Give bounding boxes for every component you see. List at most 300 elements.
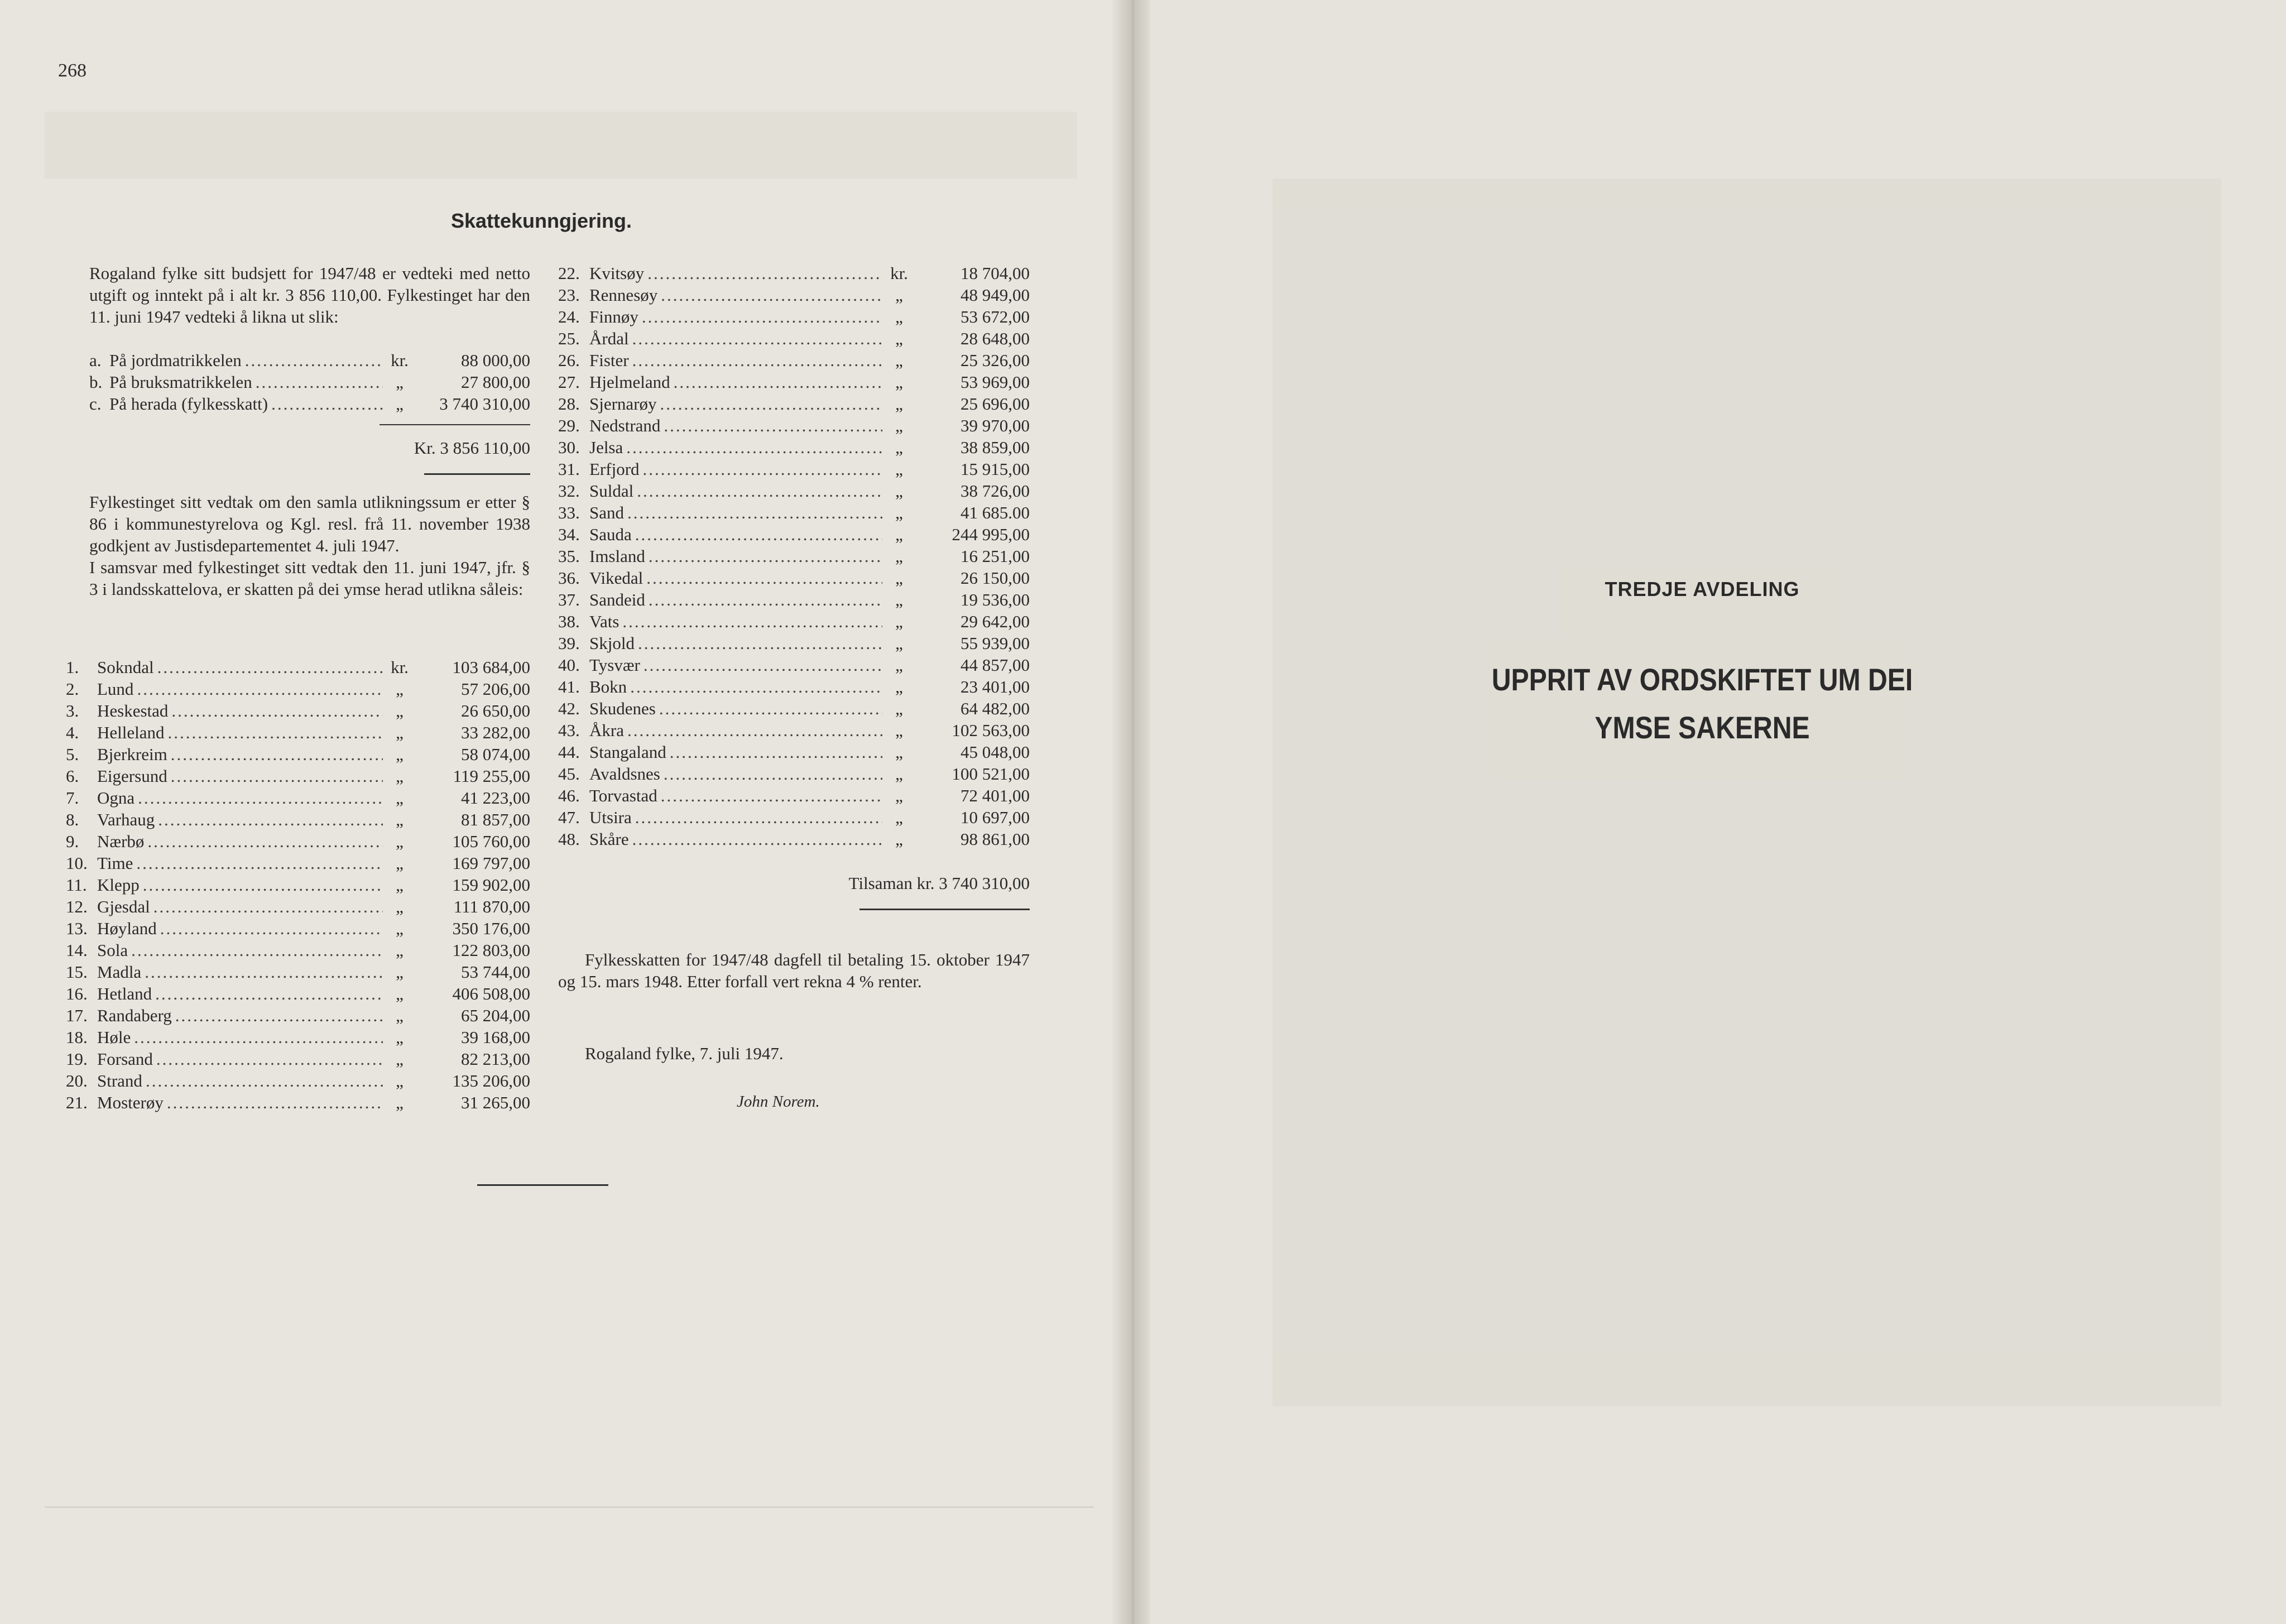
leader-dots <box>156 1048 383 1070</box>
tax-amount: 38 726,00 <box>960 481 1030 501</box>
municipality-number: 33. <box>558 503 580 522</box>
allocation-name: På bruksmatrikkelen <box>109 372 252 392</box>
tax-amount: 119 255,00 <box>453 766 530 786</box>
municipality-row <box>558 545 1030 567</box>
tax-amount: 48 949,00 <box>960 285 1030 305</box>
tax-amount: 81 857,00 <box>461 810 530 829</box>
municipality-number: 47. <box>558 808 580 827</box>
leader-dots <box>271 393 383 415</box>
currency-mark: „ <box>895 350 903 370</box>
tax-amount: 33 282,00 <box>461 723 530 742</box>
municipality-row <box>66 961 530 983</box>
currency-mark: „ <box>396 832 404 851</box>
municipality-number: 7. <box>66 788 79 808</box>
tax-amount: 29 642,00 <box>960 612 1030 631</box>
tax-amount: 111 870,00 <box>453 897 530 916</box>
municipality-name: Skjold <box>589 633 635 653</box>
heading-line-1: UPPRIT AV ORDSKIFTET UM DEI <box>1491 662 1913 697</box>
municipality-name: Bokn <box>589 677 627 696</box>
municipality-name: Sokndal <box>97 657 154 677</box>
municipality-name: Mosterøy <box>97 1093 164 1112</box>
currency-mark: „ <box>895 786 903 805</box>
currency-mark: „ <box>895 612 903 631</box>
currency-mark: „ <box>895 568 903 588</box>
currency-mark: kr. <box>890 263 908 283</box>
municipality-name: Skåre <box>589 829 629 849</box>
grand-total-rule <box>859 909 1030 910</box>
municipality-row <box>558 393 1030 415</box>
municipality-row <box>558 436 1030 458</box>
municipality-list-right <box>558 262 1030 850</box>
tax-amount: 53 969,00 <box>960 372 1030 392</box>
municipality-number: 32. <box>558 481 580 501</box>
leader-dots <box>137 678 383 700</box>
leader-dots <box>632 328 882 349</box>
municipality-name: Sand <box>589 503 624 522</box>
currency-mark: „ <box>396 744 404 764</box>
currency-mark: „ <box>396 875 404 895</box>
currency-mark: „ <box>895 438 903 457</box>
tax-amount: 23 401,00 <box>960 677 1030 696</box>
currency-mark: „ <box>895 285 903 305</box>
leader-dots <box>659 698 882 719</box>
municipality-name: Suldal <box>589 481 634 501</box>
tax-amount: 100 521,00 <box>952 764 1030 784</box>
allocation-currency: „ <box>396 394 404 414</box>
municipality-number: 39. <box>558 633 580 653</box>
municipality-name: Sola <box>97 940 128 960</box>
leader-dots <box>635 523 882 545</box>
allocation-currency: „ <box>396 372 404 392</box>
currency-mark: „ <box>895 720 903 740</box>
show-through-texture <box>45 112 1077 179</box>
municipality-number: 1. <box>66 657 79 677</box>
municipality-number: 34. <box>558 525 580 544</box>
municipality-name: Gjesdal <box>97 897 150 916</box>
municipality-number: 40. <box>558 655 580 675</box>
currency-mark: „ <box>895 394 903 414</box>
municipality-row <box>66 765 530 787</box>
municipality-number: 16. <box>66 984 88 1003</box>
tax-amount: 39 970,00 <box>960 416 1030 435</box>
municipality-name: Rennesøy <box>589 285 658 305</box>
municipality-number: 21. <box>66 1093 88 1112</box>
tax-amount: 135 206,00 <box>452 1071 530 1090</box>
allocation-letter: b. <box>89 372 103 392</box>
tax-amount: 28 648,00 <box>960 329 1030 348</box>
allocation-row <box>89 349 530 371</box>
leader-dots <box>649 589 882 611</box>
allocation-letter: c. <box>89 394 102 414</box>
allocation-amount: 27 800,00 <box>461 372 530 392</box>
currency-mark: „ <box>396 701 404 720</box>
municipality-number: 25. <box>558 329 580 348</box>
leader-dots <box>632 828 882 850</box>
municipality-number: 36. <box>558 568 580 588</box>
currency-mark: „ <box>895 329 903 348</box>
municipality-name: Time <box>97 853 133 873</box>
tax-amount: 44 857,00 <box>960 655 1030 675</box>
leader-dots <box>664 763 882 785</box>
currency-mark: „ <box>396 1006 404 1025</box>
leader-dots <box>168 722 383 743</box>
municipality-row <box>558 284 1030 306</box>
municipality-number: 6. <box>66 766 79 786</box>
leader-dots <box>661 284 882 306</box>
tax-amount: 25 696,00 <box>960 394 1030 414</box>
tax-amount: 82 213,00 <box>461 1049 530 1069</box>
leader-dots <box>674 371 882 393</box>
municipality-number: 22. <box>558 263 580 283</box>
leader-dots <box>160 917 383 939</box>
sum-rule <box>380 424 530 425</box>
tax-amount: 41 685.00 <box>960 503 1030 522</box>
municipality-number: 43. <box>558 720 580 740</box>
tax-amount: 39 168,00 <box>461 1027 530 1047</box>
municipality-row <box>558 698 1030 719</box>
tax-amount: 55 939,00 <box>960 633 1030 653</box>
allocation-name: På jordmatrikkelen <box>109 350 242 370</box>
currency-mark: „ <box>396 810 404 829</box>
municipality-number: 5. <box>66 744 79 764</box>
leader-dots <box>134 1026 383 1048</box>
dateline: Rogaland fylke, 7. juli 1947. <box>585 1044 784 1063</box>
currency-mark: „ <box>396 853 404 873</box>
currency-mark: „ <box>396 940 404 960</box>
municipality-row <box>558 806 1030 828</box>
leader-dots <box>637 480 882 502</box>
municipality-number: 19. <box>66 1049 88 1069</box>
municipality-row <box>558 719 1030 741</box>
municipality-name: Hjelmeland <box>589 372 670 392</box>
book-gutter <box>1111 0 1155 1624</box>
municipality-row <box>558 328 1030 349</box>
municipality-name: Torvastad <box>589 786 657 805</box>
municipality-row <box>558 785 1030 806</box>
leader-dots <box>145 961 383 983</box>
municipality-number: 15. <box>66 962 88 982</box>
leader-dots <box>643 458 882 480</box>
legal-paragraphs <box>89 491 530 600</box>
municipality-name: Finnøy <box>589 307 638 326</box>
payment-note: Fylkesskatten for 1947/48 dagfell til betaling 15. oktober 1947 og 15. mars 1948. Etter forfall vert rekna 4 % renter. <box>558 950 1030 991</box>
municipality-name: Lund <box>97 679 134 699</box>
currency-mark: „ <box>396 766 404 786</box>
tax-amount: 72 401,00 <box>960 786 1030 805</box>
allocation-row <box>89 393 530 415</box>
municipality-row <box>66 852 530 874</box>
allocation-letter: a. <box>89 350 102 370</box>
municipality-row <box>66 896 530 917</box>
municipality-name: Sauda <box>589 525 632 544</box>
tax-amount: 102 563,00 <box>952 720 1030 740</box>
municipality-number: 29. <box>558 416 580 435</box>
currency-mark: „ <box>895 459 903 479</box>
leader-dots <box>138 787 383 809</box>
approval-paragraph: Fylkestinget sitt vedtak om den samla utlikningssum er etter § 86 i kommunestyrelova og Kgl. resl. frå 11. november 1938 godkjent av Justisdepartementet 4. juli 1947. <box>89 492 530 555</box>
municipality-name: Sjernarøy <box>589 394 657 414</box>
currency-mark: „ <box>396 919 404 938</box>
tax-amount: 18 704,00 <box>960 263 1030 283</box>
tax-amount: 10 697,00 <box>960 808 1030 827</box>
municipality-name: Eigersund <box>97 766 167 786</box>
leader-dots <box>632 349 882 371</box>
municipality-row <box>66 722 530 743</box>
leader-dots <box>622 611 882 632</box>
tax-amount: 25 326,00 <box>960 350 1030 370</box>
municipality-row <box>66 830 530 852</box>
municipality-row <box>66 1026 530 1048</box>
tax-amount: 19 536,00 <box>960 590 1030 609</box>
tax-amount: 159 902,00 <box>452 875 530 895</box>
municipality-row <box>66 700 530 722</box>
municipality-row <box>66 678 530 700</box>
leader-dots <box>245 349 383 371</box>
leader-dots <box>143 874 383 896</box>
currency-mark: „ <box>396 679 404 699</box>
municipality-row <box>558 632 1030 654</box>
municipality-name: Stangaland <box>589 742 666 762</box>
leader-dots <box>147 830 383 852</box>
municipality-name: Vikedal <box>589 568 643 588</box>
show-through-texture <box>1272 179 2221 1406</box>
municipality-number: 35. <box>558 546 580 566</box>
municipality-number: 38. <box>558 612 580 631</box>
municipality-name: Kvitsøy <box>589 263 645 283</box>
municipality-row <box>558 567 1030 589</box>
municipality-row <box>66 917 530 939</box>
tax-amount: 244 995,00 <box>952 525 1030 544</box>
leader-dots <box>136 852 383 874</box>
allocation-amount: 88 000,00 <box>461 350 530 370</box>
leader-dots <box>670 741 882 763</box>
currency-mark: „ <box>895 764 903 784</box>
municipality-row <box>558 480 1030 502</box>
currency-mark: „ <box>396 1027 404 1047</box>
grand-total: Tilsaman kr. 3 740 310,00 <box>848 873 1030 893</box>
distribution-paragraph: I samsvar med fylkestinget sitt vedtak den 11. juni 1947, jfr. § 3 i landsskattelova, er skatten på dei ymse herad utlikna såleis: <box>89 558 530 599</box>
municipality-number: 11. <box>66 875 87 895</box>
tax-amount: 57 206,00 <box>461 679 530 699</box>
municipality-number: 14. <box>66 940 88 960</box>
currency-mark: „ <box>396 897 404 916</box>
leader-dots <box>131 939 383 961</box>
currency-mark: „ <box>895 416 903 435</box>
leader-dots <box>643 654 882 676</box>
municipality-number: 31. <box>558 459 580 479</box>
municipality-row <box>66 787 530 809</box>
leader-dots <box>642 306 882 328</box>
allocation-list <box>89 349 530 415</box>
left-page <box>0 0 1127 1624</box>
currency-mark: „ <box>895 699 903 718</box>
municipality-number: 9. <box>66 832 79 851</box>
intro-paragraph <box>89 262 530 328</box>
tax-amount: 406 508,00 <box>452 984 530 1003</box>
municipality-name: Fister <box>589 350 629 370</box>
municipality-number: 23. <box>558 285 580 305</box>
municipality-number: 10. <box>66 853 88 873</box>
municipality-number: 26. <box>558 350 580 370</box>
tax-amount: 26 150,00 <box>960 568 1030 588</box>
currency-mark: „ <box>396 1071 404 1090</box>
municipality-name: Høle <box>97 1027 131 1047</box>
tax-amount: 53 672,00 <box>960 307 1030 326</box>
tax-amount: 53 744,00 <box>461 962 530 982</box>
municipality-row <box>66 656 530 678</box>
municipality-name: Årdal <box>589 329 629 348</box>
leader-dots <box>157 656 383 678</box>
municipality-number: 42. <box>558 699 580 718</box>
municipality-name: Randaberg <box>97 1006 172 1025</box>
leader-dots <box>664 415 882 436</box>
tax-amount: 15 915,00 <box>960 459 1030 479</box>
municipality-row <box>66 874 530 896</box>
municipality-name: Høyland <box>97 919 157 938</box>
allocation-row <box>89 371 530 393</box>
municipality-name: Utsira <box>589 808 632 827</box>
municipality-row <box>558 589 1030 611</box>
tax-amount: 98 861,00 <box>960 829 1030 849</box>
municipality-row <box>558 349 1030 371</box>
leader-dots <box>635 806 882 828</box>
municipality-number: 12. <box>66 897 88 916</box>
municipality-name: Sandeid <box>589 590 645 609</box>
municipality-list-left <box>66 656 530 1113</box>
section-heading <box>1390 656 2014 752</box>
municipality-row <box>66 939 530 961</box>
leader-dots <box>627 502 882 523</box>
tax-amount: 16 251,00 <box>960 546 1030 566</box>
municipality-row <box>66 809 530 830</box>
municipality-name: Heskestad <box>97 701 169 720</box>
municipality-number: 24. <box>558 307 580 326</box>
leader-dots <box>171 765 383 787</box>
municipality-number: 4. <box>66 723 79 742</box>
municipality-row <box>558 654 1030 676</box>
municipality-row <box>558 262 1030 284</box>
tax-amount: 58 074,00 <box>461 744 530 764</box>
municipality-number: 48. <box>558 829 580 849</box>
tax-amount: 38 859,00 <box>960 438 1030 457</box>
municipality-name: Imsland <box>589 546 645 566</box>
currency-mark: „ <box>396 984 404 1003</box>
municipality-name: Forsand <box>97 1049 153 1069</box>
currency-mark: „ <box>895 633 903 653</box>
allocation-currency: kr. <box>391 350 409 370</box>
leader-dots <box>638 632 882 654</box>
municipality-name: Skudenes <box>589 699 656 718</box>
tax-amount: 350 176,00 <box>452 919 530 938</box>
municipality-row <box>66 1005 530 1026</box>
municipality-name: Bjerkreim <box>97 744 167 764</box>
municipality-row <box>558 523 1030 545</box>
currency-mark: „ <box>396 1093 404 1112</box>
municipality-row <box>558 611 1030 632</box>
currency-mark: „ <box>895 655 903 675</box>
municipality-number: 41. <box>558 677 580 696</box>
allocation-name: På herada (fylkesskatt) <box>109 394 268 414</box>
municipality-number: 17. <box>66 1006 88 1025</box>
total-rule <box>424 473 530 475</box>
municipality-number: 3. <box>66 701 79 720</box>
tax-amount: 169 797,00 <box>452 853 530 873</box>
municipality-row <box>558 828 1030 850</box>
currency-mark: „ <box>396 723 404 742</box>
currency-mark: kr. <box>391 657 409 677</box>
leader-dots <box>146 1070 383 1092</box>
municipality-name: Nedstrand <box>589 416 661 435</box>
currency-mark: „ <box>396 788 404 808</box>
municipality-row <box>66 1070 530 1092</box>
leader-dots <box>661 785 882 806</box>
currency-mark: „ <box>895 590 903 609</box>
leader-dots <box>167 1092 383 1113</box>
leader-dots <box>175 1005 383 1026</box>
municipality-number: 8. <box>66 810 79 829</box>
signature: John Norem. <box>737 1093 820 1111</box>
municipality-name: Åkra <box>589 720 624 740</box>
municipality-number: 28. <box>558 394 580 414</box>
closing-rule <box>477 1184 608 1186</box>
municipality-number: 27. <box>558 372 580 392</box>
leader-dots <box>627 719 882 741</box>
leader-dots <box>646 567 882 589</box>
municipality-row <box>558 371 1030 393</box>
municipality-name: Varhaug <box>97 810 155 829</box>
leader-dots <box>647 262 882 284</box>
municipality-name: Avaldsnes <box>589 764 660 784</box>
leader-dots <box>626 436 882 458</box>
currency-mark: „ <box>895 307 903 326</box>
right-page <box>1150 0 2286 1624</box>
currency-mark: „ <box>895 503 903 522</box>
leader-dots <box>649 545 882 567</box>
municipality-number: 46. <box>558 786 580 805</box>
municipality-row <box>558 676 1030 698</box>
municipality-row <box>66 1048 530 1070</box>
municipality-number: 30. <box>558 438 580 457</box>
municipality-name: Hetland <box>97 984 152 1003</box>
municipality-name: Nærbø <box>97 832 145 851</box>
municipality-row <box>558 502 1030 523</box>
municipality-name: Tysvær <box>589 655 640 675</box>
section-label: TREDJE AVDELING <box>1605 578 1800 600</box>
municipality-name: Vats <box>589 612 619 631</box>
leader-dots <box>630 676 882 698</box>
currency-mark: „ <box>895 829 903 849</box>
leader-dots <box>660 393 882 415</box>
municipality-number: 37. <box>558 590 580 609</box>
municipality-row <box>66 983 530 1005</box>
municipality-number: 20. <box>66 1071 88 1090</box>
allocation-amount: 3 740 310,00 <box>439 394 530 414</box>
municipality-row <box>558 415 1030 436</box>
leader-dots <box>155 983 383 1005</box>
leader-dots <box>158 809 383 830</box>
tax-amount: 103 684,00 <box>452 657 530 677</box>
municipality-row <box>558 458 1030 480</box>
municipality-number: 13. <box>66 919 88 938</box>
municipality-number: 45. <box>558 764 580 784</box>
municipality-name: Klepp <box>97 875 140 895</box>
currency-mark: „ <box>396 962 404 982</box>
municipality-row <box>66 1092 530 1113</box>
municipality-row <box>558 741 1030 763</box>
leader-dots <box>256 371 383 393</box>
municipality-row <box>558 306 1030 328</box>
municipality-number: 2. <box>66 679 79 699</box>
